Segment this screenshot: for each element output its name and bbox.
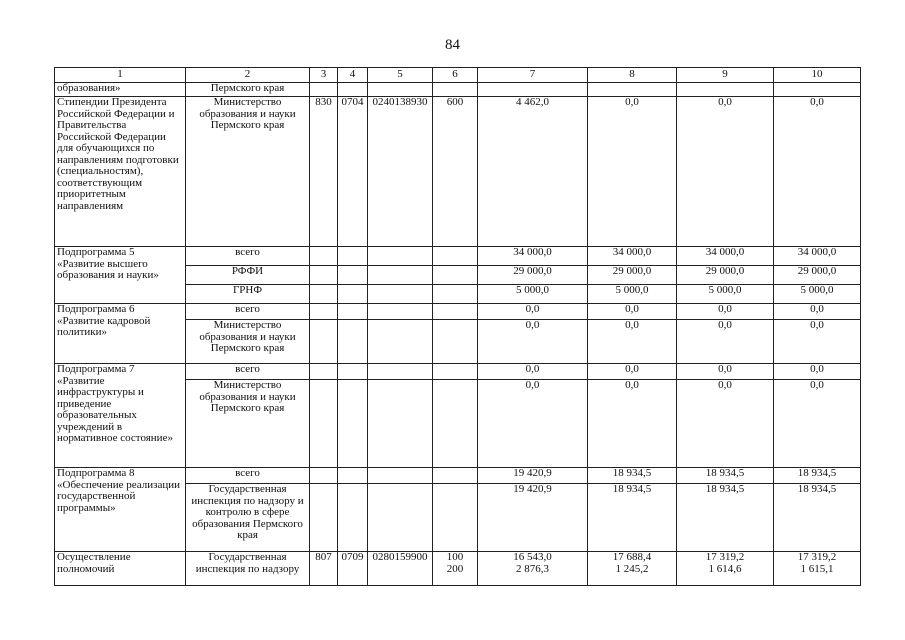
cell-c7: 4 462,0 xyxy=(478,97,588,247)
cell-c10 xyxy=(774,552,861,586)
header-row xyxy=(55,68,861,83)
row-executor: Министерство образования и науки Пермского края xyxy=(186,320,310,364)
cell-c9: 0,0 xyxy=(677,304,774,320)
cell-c10: 5 000,0 xyxy=(774,285,861,304)
header-cell: 10 xyxy=(774,68,861,83)
row-name: Подпрограмма 7 «Развитие инфраструктуры и приведение образовательных учреждений в нормативное состояние» xyxy=(55,364,186,468)
cell-c8-line2: 1 245,2 xyxy=(615,562,649,575)
header-cell: 5 xyxy=(368,68,433,83)
cell-c6-line2: 200 xyxy=(446,562,464,575)
cell-c7: 5 000,0 xyxy=(478,285,588,304)
cell-c8-line1: 17 688,4 xyxy=(612,551,652,563)
cell-c8: 5 000,0 xyxy=(588,285,677,304)
cell-c8: 18 934,5 xyxy=(588,484,677,552)
row-executor: всего xyxy=(186,304,310,320)
row-executor: всего xyxy=(186,247,310,266)
header-cell: 3 xyxy=(310,68,338,83)
cell-c7: 0,0 xyxy=(478,364,588,380)
row-executor: Государственная инспекция по надзору и контролю в сфере образования Пермского края xyxy=(186,484,310,552)
cell-c10: 34 000,0 xyxy=(774,247,861,266)
cell-c7: 19 420,9 xyxy=(478,484,588,552)
row-executor: РФФИ xyxy=(186,266,310,285)
cell-c9-line2: 1 614,6 xyxy=(708,562,742,575)
header-cell: 2 xyxy=(186,68,310,83)
cell-c7: 34 000,0 xyxy=(478,247,588,266)
cell-c9-line1: 17 319,2 xyxy=(705,551,745,563)
cell-c6-line1: 100 xyxy=(446,551,464,563)
cell-c9: 29 000,0 xyxy=(677,266,774,285)
cell-c7: 29 000,0 xyxy=(478,266,588,285)
row-name: Подпрограмма 5 «Развитие высшего образования и науки» xyxy=(55,247,186,304)
cell-c7-line1: 16 543,0 xyxy=(513,551,552,563)
header-cell: 8 xyxy=(588,68,677,83)
cell-c8: 18 934,5 xyxy=(588,468,677,484)
cell-c9: 18 934,5 xyxy=(677,468,774,484)
cell-c9: 34 000,0 xyxy=(677,247,774,266)
cell-c10-line1: 17 319,2 xyxy=(797,551,837,563)
budget-table xyxy=(54,67,861,586)
header-cell: 6 xyxy=(433,68,478,83)
header-cell: 1 xyxy=(55,68,186,83)
cell-c8 xyxy=(588,552,677,586)
cell-c8: 0,0 xyxy=(588,304,677,320)
cell-c9: 0,0 xyxy=(677,97,774,247)
table-row xyxy=(55,364,861,380)
row-executor: всего xyxy=(186,364,310,380)
cell-c5: 0240138930 xyxy=(368,97,433,247)
cell-c8: 0,0 xyxy=(588,97,677,247)
cell-c9: 0,0 xyxy=(677,364,774,380)
row-name: Стипендии Президента Российской Федерации и Правительства Российской Федерации для обучающихся по направлениям подготовки (специальностям), соответствующим приоритетным направлениям xyxy=(55,97,186,247)
row-name: Подпрограмма 8 «Обеспечение реализации государственной программы» xyxy=(55,468,186,552)
cell-c10: 0,0 xyxy=(774,380,861,468)
cell-c6 xyxy=(433,552,478,586)
cell-c7: 0,0 xyxy=(478,304,588,320)
cell-c9: 0,0 xyxy=(677,320,774,364)
header-cell: 4 xyxy=(338,68,368,83)
row-executor: Государственная инспекция по надзору xyxy=(186,552,310,586)
cell-c7 xyxy=(478,552,588,586)
table-row xyxy=(55,304,861,320)
cell-c10: 0,0 xyxy=(774,364,861,380)
row-executor: Пермского края xyxy=(186,83,310,97)
header-cell: 7 xyxy=(478,68,588,83)
cell-c10: 18 934,5 xyxy=(774,468,861,484)
table-row xyxy=(55,468,861,484)
cell-c5: 0280159900 xyxy=(368,552,433,586)
header-cell: 9 xyxy=(677,68,774,83)
cell-c9: 18 934,5 xyxy=(677,484,774,552)
cell-c4: 0709 xyxy=(338,552,368,586)
cell-c10: 0,0 xyxy=(774,304,861,320)
cell-c8: 0,0 xyxy=(588,364,677,380)
cell-c10: 0,0 xyxy=(774,97,861,247)
cell-c3: 830 xyxy=(310,97,338,247)
cell-c7: 0,0 xyxy=(478,380,588,468)
cell-c8: 0,0 xyxy=(588,320,677,364)
cell-c3: 807 xyxy=(310,552,338,586)
cell-c10: 29 000,0 xyxy=(774,266,861,285)
table-row xyxy=(55,552,861,586)
cell-c8: 34 000,0 xyxy=(588,247,677,266)
cell-c10: 18 934,5 xyxy=(774,484,861,552)
cell-c10: 0,0 xyxy=(774,320,861,364)
row-executor: ГРНФ xyxy=(186,285,310,304)
cell-c7: 19 420,9 xyxy=(478,468,588,484)
row-name: Подпрограмма 6 «Развитие кадровой политики» xyxy=(55,304,186,364)
cell-c9 xyxy=(677,552,774,586)
page-number: 84 xyxy=(445,37,460,53)
cell-c9: 0,0 xyxy=(677,380,774,468)
cell-c10-line2: 1 615,1 xyxy=(800,562,834,575)
cell-c9: 5 000,0 xyxy=(677,285,774,304)
cell-c6: 600 xyxy=(433,97,478,247)
table-row xyxy=(55,83,861,97)
row-name: Осуществление полномочий xyxy=(55,552,186,586)
cell-c8: 29 000,0 xyxy=(588,266,677,285)
row-executor: всего xyxy=(186,468,310,484)
row-name: образования» xyxy=(55,83,186,97)
row-executor: Министерство образования и науки Пермского края xyxy=(186,380,310,468)
cell-c7: 0,0 xyxy=(478,320,588,364)
table-row xyxy=(55,247,861,266)
cell-c7-line2: 2 876,3 xyxy=(516,562,549,575)
cell-c8: 0,0 xyxy=(588,380,677,468)
cell-c4: 0704 xyxy=(338,97,368,247)
table-row xyxy=(55,97,861,247)
row-executor: Министерство образования и науки Пермского края xyxy=(186,97,310,247)
